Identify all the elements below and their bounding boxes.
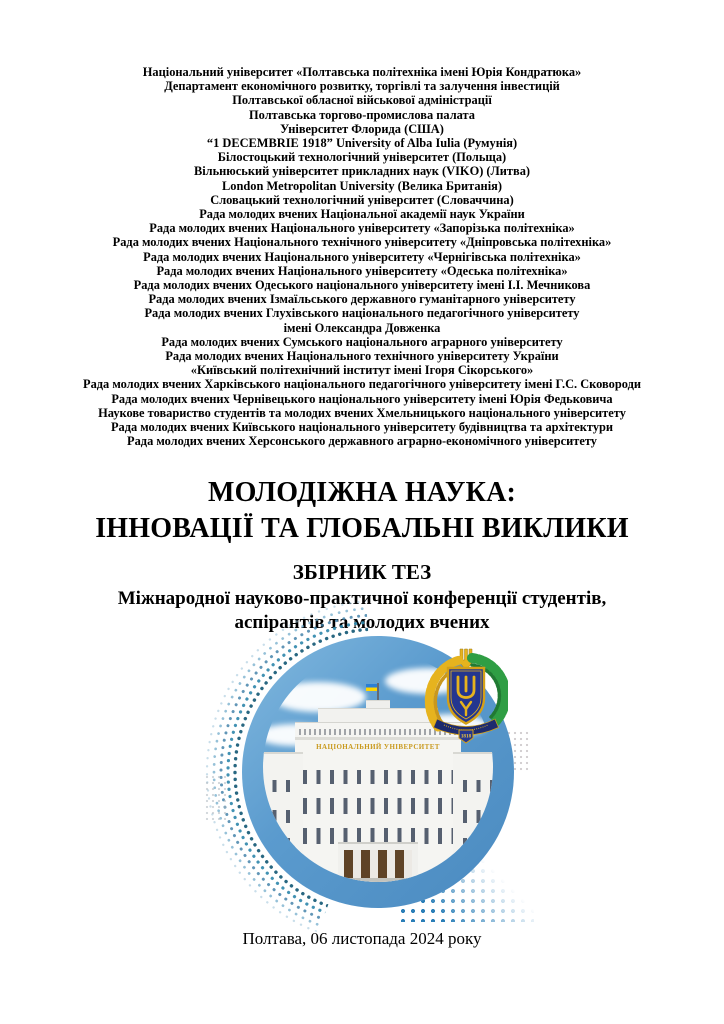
window-row [263, 780, 293, 792]
organizer-line: Рада молодих вчених Національного університету «Чернігівська політехніка» [143, 249, 581, 264]
organizer-line: Рада молодих вчених Національного технічного університету України [165, 349, 559, 364]
organizer-line: Національний університет «Полтавська політехніка імені Юрія Кондратюка» [142, 65, 582, 79]
organizer-line: Полтавська торгово-промислова палата [249, 107, 475, 122]
organizers-list [0, 0, 724, 448]
organizer-line: London Metropolitan University (Велика Британія) [222, 178, 502, 193]
bush [448, 850, 493, 882]
organizer-line: Вільнюський університет прикладних наук (VIKO) (Литва) [193, 164, 531, 179]
organizer-line: Словацький технологічний університет (Словаччина) [210, 192, 514, 207]
footer-place-date: Полтава, 06 листопада 2024 року [242, 929, 482, 949]
organizer-line: Рада молодих вчених Харківського національного педагогічного університету імені Г.С. Сковороди [83, 377, 641, 392]
subtitle-line-2: аспірантів та молодих вчених [234, 611, 490, 633]
organizer-line: Рада молодих вчених Ізмаїльського державного гуманітарного університету [148, 292, 576, 307]
organizer-line: Рада молодих вчених Глухівського національного педагогічного університету [144, 306, 580, 321]
organizer-line: Рада молодих вчених Чернівецького національного університету імені Юрія Федьковича [111, 391, 613, 406]
organizer-line: Рада молодих вчених Національного університету «Одеська політехніка» [156, 263, 568, 278]
organizer-line: Рада молодих вчених Херсонського державного аграрно-економічного університету [127, 434, 597, 449]
window-row [463, 780, 493, 792]
bush [263, 850, 308, 882]
organizer-line: Полтавської обласної військової адміністрації [232, 93, 492, 108]
university-emblem-logo [424, 646, 508, 748]
entrance-doors [344, 850, 412, 880]
building-sign: НАЦІОНАЛЬНИЙ УНІВЕРСИТЕТ [316, 743, 440, 752]
organizer-line: Рада молодих вчених Національного технічного університету «Дніпровська політехніка» [112, 235, 612, 250]
organizer-line: Рада молодих вчених Сумського національного аграрного університету [161, 334, 563, 349]
organizer-line: Департамент економічного розвитку, торгівлі та залучення інвестицій [164, 79, 560, 94]
organizer-line: Рада молодих вчених Одеського національного університету імені І.І. Мечникова [133, 278, 591, 293]
window-row [303, 798, 453, 814]
title-line-2: ІННОВАЦІЇ ТА ГЛОБАЛЬНІ ВИКЛИКИ [95, 512, 629, 544]
organizer-line: «Київський політехнічний інститут імені Ігоря Сікорського» [190, 363, 534, 378]
emblem-year: 1818 [460, 733, 472, 740]
conference-title [0, 475, 724, 546]
window-row [463, 810, 493, 823]
cover-figure [0, 634, 724, 922]
ukraine-flag-icon [366, 684, 377, 691]
title-line-1: МОЛОДІЖНА НАУКА: [207, 477, 517, 509]
organizer-line: Рада молодих вчених Київського національного університету будівництва та архітектури [110, 420, 614, 435]
organizer-line: “1 DECEMBRIE 1918” University of Alba Iulia (Румунія) [206, 136, 518, 151]
window-row [263, 810, 293, 823]
organizer-line: імені Олександра Довженка [283, 320, 441, 335]
window-row [303, 770, 453, 784]
collection-label: ЗБІРНИК ТЕЗ [292, 560, 432, 585]
subtitle-line-1: Міжнародної науково-практичної конференції студентів, [117, 588, 607, 610]
organizer-line: Університет Флорида (США) [280, 121, 444, 136]
entrance-steps [323, 878, 433, 882]
halftone-grid-left [204, 774, 228, 820]
organizer-line: Рада молодих вчених Національної академії наук України [199, 207, 525, 222]
organizer-line: Білостоцький технологічний університет (Польща) [217, 150, 507, 165]
organizer-line: Рада молодих вчених Національного університету «Запорізька політехніка» [149, 221, 575, 236]
organizer-line: Наукове товариство студентів та молодих вчених Хмельницького національного університету [98, 405, 626, 420]
